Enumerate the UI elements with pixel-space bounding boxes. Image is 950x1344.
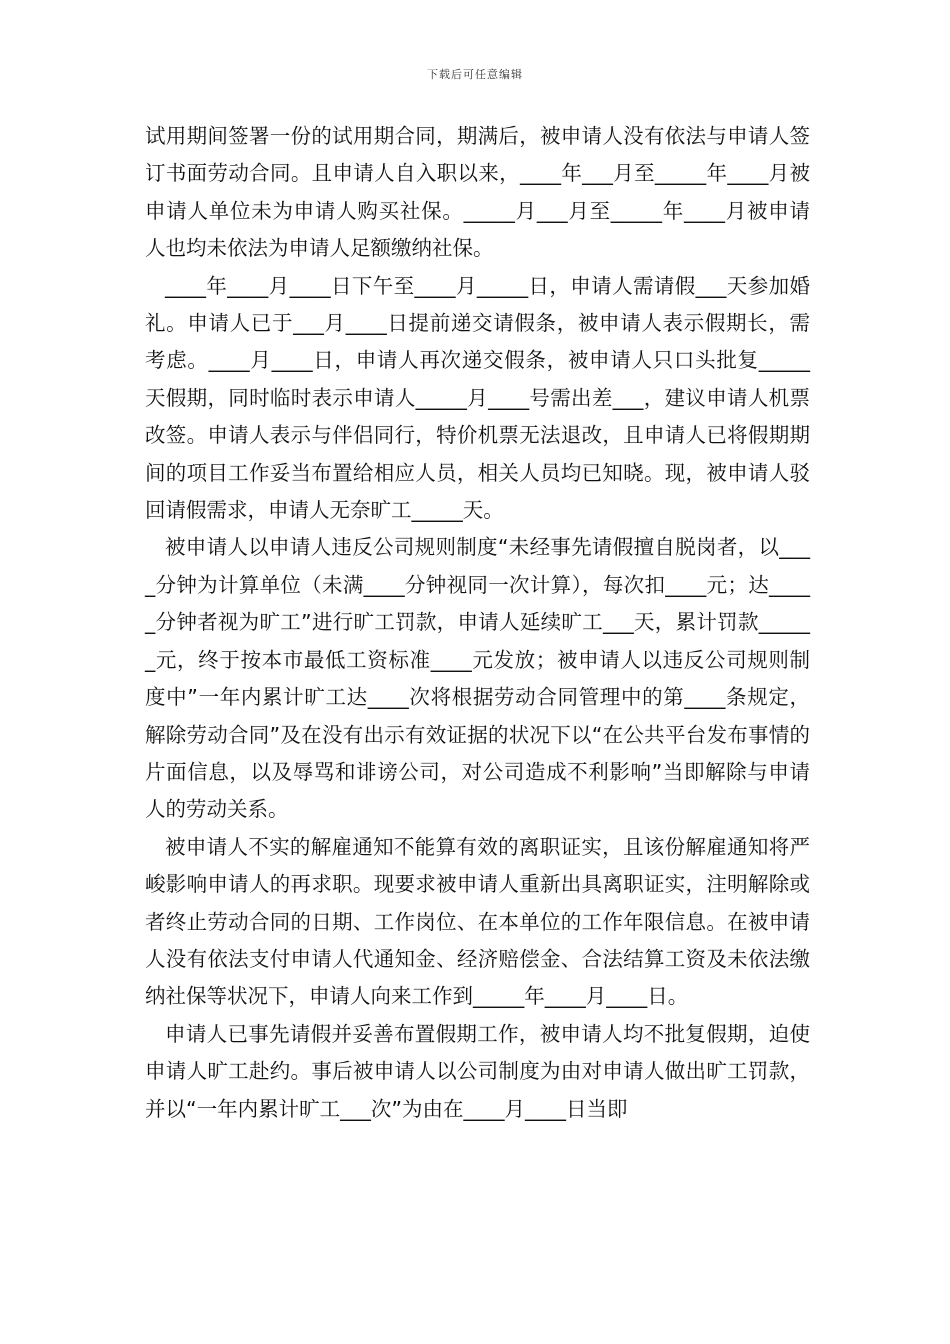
paragraph-2: ____年____月____日下午至____月_____日，申请人需请假___天参加婚礼。申请人已于___月____日提前递交请假条，被申请人表示假期长，需考虑。____月____日，申请人再次递交假条，被申请人只口头批复_____天假期，同时临时表示申请人_____月____号需出差___，建议申请人机票改签。申请人表示与伴侣同行，特价机票无法退改，且申请人已将假期期间的项目工作妥当布置给相应人员，相关人员均已知晓。现，被申请人驳回请假需求，申请人无奈旷工_____天。 [145, 273, 810, 523]
document-body [145, 118, 810, 1128]
paragraph-1: 试用期间签署一份的试用期合同，期满后，被申请人没有依法与申请人签订书面劳动合同。且申请人自入职以来，____年___月至_____年____月被申请人单位未为申请人购买社保。_____月___月至_____年____月被申请人也均未依法为申请人足额缴纳社保。 [145, 124, 810, 261]
paragraph-5: 申请人已事先请假并妥善布置假期工作，被申请人均不批复假期，迫使申请人旷工赴约。事后被申请人以公司制度为由对申请人做出旷工罚款，并以“一年内累计旷工___次”为由在____月____日当即 [145, 1021, 810, 1121]
paragraph-3: 被申请人以申请人违反公司规则制度“未经事先请假擅自脱岗者，以____分钟为计算单位（未满____分钟视同一次计算），每次扣____元；达_____分钟者视为旷工”进行旷工罚款，申请人延续旷工___天，累计罚款______元，终于按本市最低工资标准____元发放；被申请人以违反公司规则制度中”一年内累计旷工达____次将根据劳动合同管理中的第____条规定，解除劳动合同”及在没有出示有效证据的状况下以“在公共平台发布事情的片面信息，以及辱骂和诽谤公司，对公司造成不利影响”当即解除与申请人的劳动关系。 [145, 535, 810, 822]
paragraph-4: 被申请人不实的解雇通知不能算有效的离职证实，且该份解雇通知将严峻影响申请人的再求职。现要求被申请人重新出具离职证实，注明解除或者终止劳动合同的日期、工作岗位、在本单位的工作年限信息。在被申请人没有依法支付申请人代通知金、经济赔偿金、合法结算工资及未依法缴纳社保等状况下，申请人向来工作到_____年____月____日。 [145, 834, 810, 1009]
header-note: 下载后可任意编辑 [427, 68, 523, 81]
